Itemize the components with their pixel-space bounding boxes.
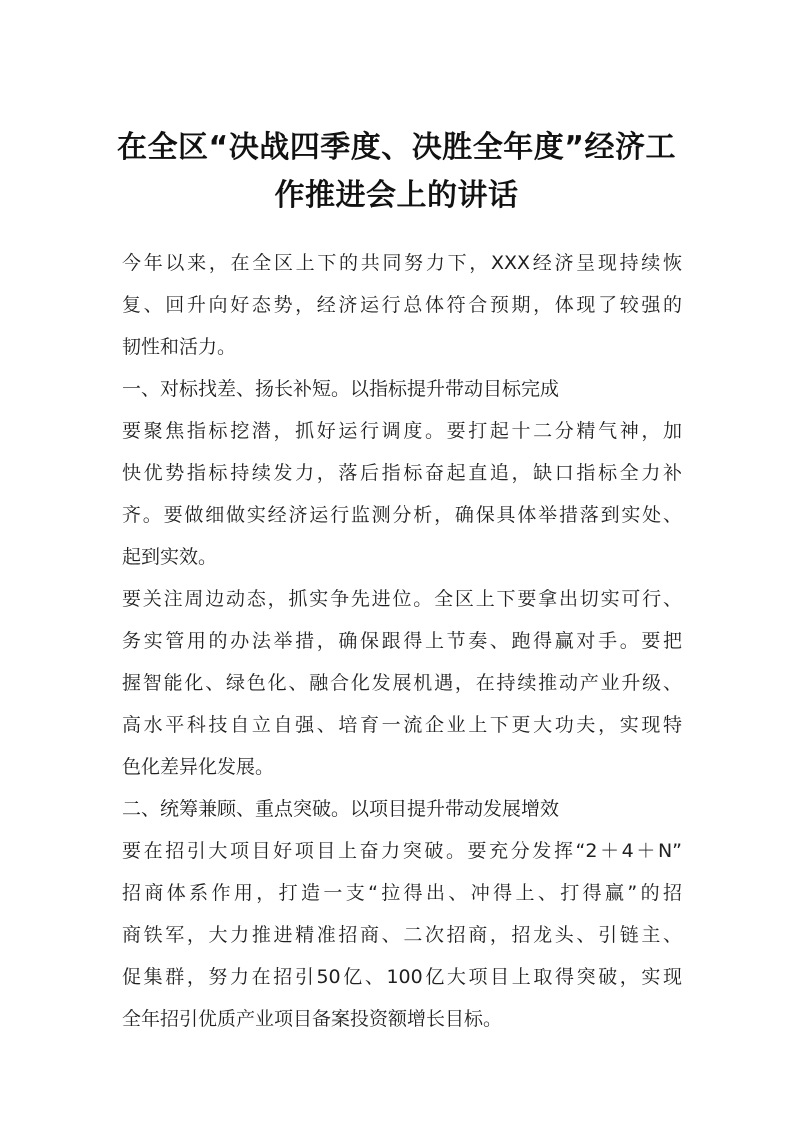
paragraph-line: 商铁军，大力推进精准招商、二次招商，招龙头、引链主、 — [122, 924, 682, 946]
section-heading-2: 二、统筹兼顾、重点突破。以项目提升带动发展增效 — [122, 798, 560, 820]
section-heading-1: 一、对标找差、扬长补短。以指标提升带动目标完成 — [122, 378, 560, 400]
paragraph-line: 复、回升向好态势，经济运行总体符合预期，体现了较强的 — [122, 294, 682, 316]
paragraph-line: 全年招引优质产业项目备案投资额增长目标。 — [122, 1008, 503, 1030]
paragraph-line: 促集群，努力在招引50亿、100亿大项目上取得突破，实现 — [122, 966, 682, 988]
paragraph-line: 今年以来，在全区上下的共同努力下，XXX经济呈现持续恢 — [122, 252, 682, 274]
document-title-line-2: 作推进会上的讲话 — [274, 178, 519, 213]
paragraph-line: 要在招引大项目好项目上奋力突破。要充分发挥“2＋4＋N” — [122, 840, 682, 862]
paragraph-line: 要聚焦指标挖潜，抓好运行调度。要打起十二分精气神，加 — [122, 420, 682, 442]
paragraph-line: 高水平科技自立自强、培育一流企业上下更大功夫，实现特 — [122, 714, 682, 736]
paragraph-line: 快优势指标持续发力，落后指标奋起直追，缺口指标全力补 — [122, 462, 682, 484]
paragraph-line: 要关注周边动态，抓实争先进位。全区上下要拿出切实可行、 — [122, 588, 682, 610]
paragraph-line: 色化差异化发展。 — [122, 756, 275, 778]
paragraph-line: 起到实效。 — [122, 546, 218, 568]
paragraph-line: 齐。要做细做实经济运行监测分析，确保具体举措落到实处、 — [122, 504, 682, 526]
paragraph-line: 务实管用的办法举措，确保跟得上节奏、跑得赢对手。要把 — [122, 630, 682, 652]
document-title-line-1: 在全区“决战四季度、决胜全年度”经济工 — [117, 130, 676, 165]
paragraph-line: 握智能化、绿色化、融合化发展机遇，在持续推动产业升级、 — [122, 672, 682, 694]
paragraph-line: 招商体系作用，打造一支“拉得出、冲得上、打得赢”的招 — [122, 882, 682, 904]
paragraph-line: 韧性和活力。 — [122, 336, 237, 358]
